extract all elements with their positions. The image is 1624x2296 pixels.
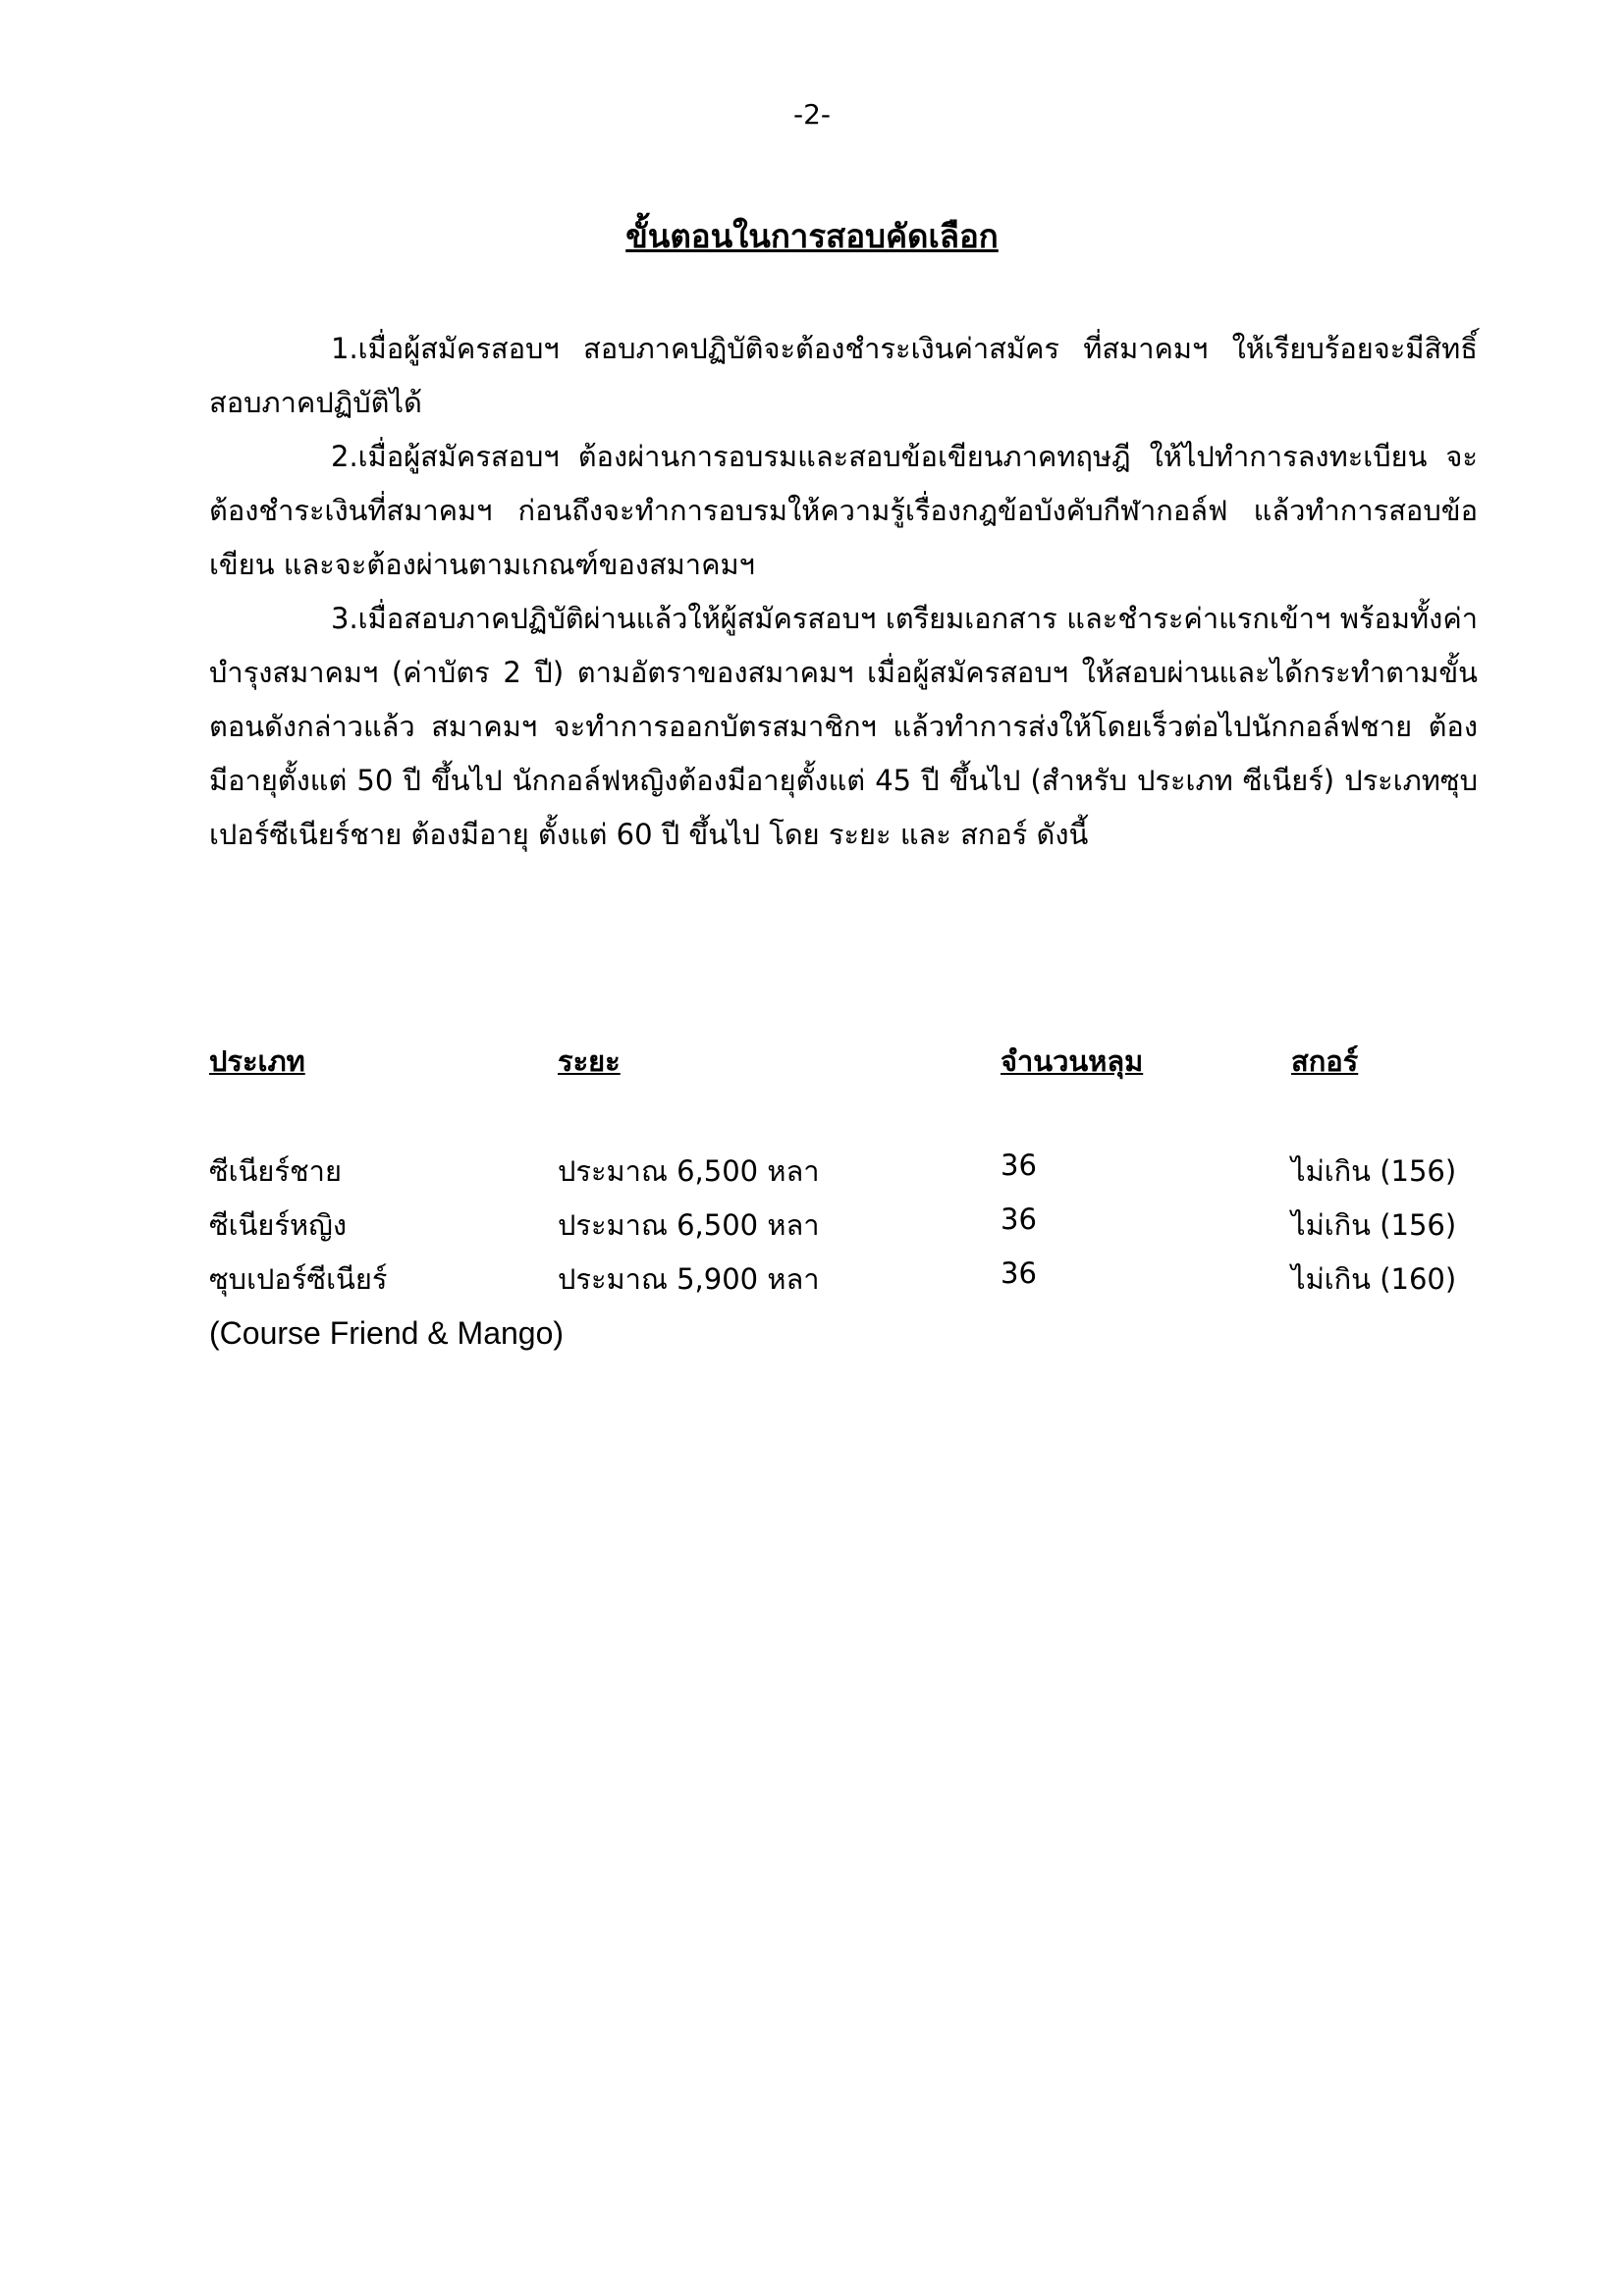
header-score: สกอร์ [1291, 1044, 1359, 1078]
body-text [209, 322, 1478, 862]
header-category: ประเภท [209, 1044, 305, 1078]
category-cell: ซุบเปอร์ซีเนียร์ [209, 1262, 388, 1296]
score-cell: ไม่เกิน (156) [1291, 1208, 1457, 1242]
page-number: -2- [792, 98, 832, 131]
header-holes: จำนวนหลุม [1001, 1044, 1144, 1078]
holes-cell: 36 [1001, 1256, 1037, 1290]
holes-cell: 36 [1001, 1202, 1037, 1236]
table-row [209, 1256, 1486, 1310]
paragraph-1: 1.เมื่อผู้สมัครสอบฯ สอบภาคปฏิบัติจะต้องชำระเงินค่าสมัคร ที่สมาคมฯ ให้เรียบร้อยจะมีสิทธิ์สอบภาคปฏิบัติได้ [209, 332, 1478, 419]
distance-cell: ประมาณ 6,500 หลา [558, 1154, 820, 1188]
header-distance: ระยะ [558, 1044, 621, 1078]
distance-cell: ประมาณ 5,900 หลา [558, 1262, 820, 1296]
table-row [209, 1202, 1486, 1256]
score-cell: ไม่เกิน (156) [1291, 1154, 1457, 1188]
table-header-row [209, 1039, 1486, 1148]
distance-cell: ประมาณ 6,500 หลา [558, 1208, 820, 1242]
paragraph-2: 2.เมื่อผู้สมัครสอบฯ ต้องผ่านการอบรมและสอบข้อเขียนภาคทฤษฎี ให้ไปทำการลงทะเบียน จะต้องชำระเงินที่สมาคมฯ ก่อนถึงจะทำการอบรมให้ความรู้เรื่องกฎข้อบังคับกีฬากอล์ฟ แล้วทำการสอบข้อเขียน และจะต้องผ่านตามเกณฑ์ของสมาคมฯ [209, 440, 1478, 581]
criteria-table [209, 1039, 1486, 1310]
table-row [209, 1148, 1486, 1202]
holes-cell: 36 [1001, 1148, 1037, 1182]
category-cell: ซีเนียร์หญิง [209, 1208, 347, 1242]
paragraph-3: 3.เมื่อสอบภาคปฏิบัติผ่านแล้วให้ผู้สมัครสอบฯ เตรียมเอกสาร และชำระค่าแรกเข้าฯ พร้อมทั้งค่าบำรุงสมาคมฯ (ค่าบัตร 2 ปี) ตามอัตราของสมาคมฯ เมื่อผู้สมัครสอบฯ ให้สอบผ่านและได้กระทำตามขั้นตอนดังกล่าวแล้ว สมาคมฯ จะทำการออกบัตรสมาชิกฯ แล้วทำการส่งให้โดยเร็วต่อไปนักกอล์ฟชาย ต้องมีอายุตั้งแต่ 50 ปี ขึ้นไป นักกอล์ฟหญิงต้องมีอายุตั้งแต่ 45 ปี ขึ้นไป (สำหรับ ประเภท ซีเนียร์) ประเภทซุบเปอร์ซีเนียร์ชาย ต้องมีอายุ ตั้งแต่ 60 ปี ขึ้นไป โดย ระยะ และ สกอร์ ดังนี้ [209, 602, 1478, 851]
document-title: ขั้นตอนในการสอบคัดเลือก [625, 217, 999, 255]
score-cell: ไม่เกิน (160) [1291, 1262, 1457, 1296]
category-cell: ซีเนียร์ชาย [209, 1154, 342, 1188]
course-note: (Course Friend & Mango) [209, 1315, 565, 1351]
